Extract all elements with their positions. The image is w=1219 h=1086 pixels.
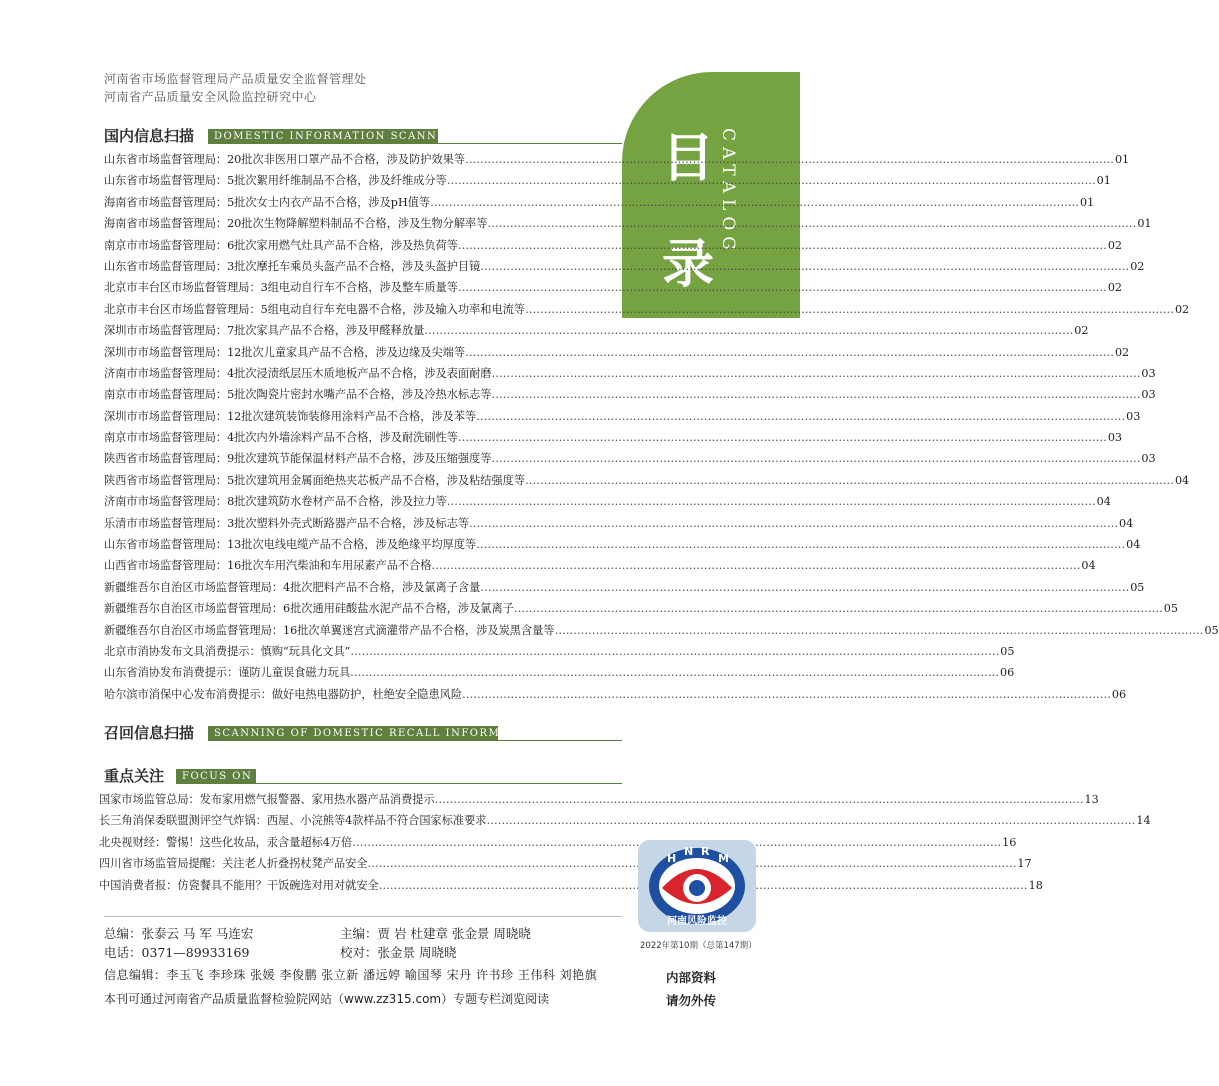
section-header-recall [104,723,622,743]
section-subtitle-domestic: DOMESTIC INFORMATION SCANNING [208,129,438,144]
badge-letter-h: H [667,852,677,865]
toc-leader-dots [555,620,1204,641]
toc-entry[interactable] [104,384,1156,405]
toc-entry-page: 01 [1137,217,1152,231]
section-title-domestic: 国内信息扫描 [104,127,195,145]
toc-entry-page: 03 [1126,409,1141,423]
toc-entry-page: 05 [1204,623,1219,637]
toc-entry-page: 06 [1000,666,1015,680]
internal-notice: 内部资料 [666,970,717,985]
toc-leader-dots [492,448,1141,469]
catalog-title-char-2: 录 [661,235,714,295]
toc-entry[interactable] [104,491,1111,512]
toc-entry-title: 新疆维吾尔自治区市场监督管理局：16批次单翼迷宫式滴灌带产品不合格，涉及炭黑含量等 [104,623,555,637]
toc-entry-title: 新疆维吾尔自治区市场监督管理局：6批次通用硅酸盐水泥产品不合格，涉及氯离子 [104,602,514,616]
toc-entry-page: 02 [1107,238,1123,252]
organization-line-2: 河南省产品质量安全风险监控研究中心 [104,90,317,104]
toc-leader-dots [492,363,1141,384]
catalog-title-char-1: 目 [661,129,714,189]
toc-entry[interactable] [104,555,1096,576]
toc-entry-page: 02 [1114,345,1130,359]
chief-editor: 总编：张泰云 马 军 马连宏 [104,926,254,941]
toc-entry-page: 03 [1107,431,1123,445]
toc-entry-title: 济南市市场监督管理局：4批次浸渍纸层压木质地板产品不合格，涉及表面耐磨 [104,366,492,380]
toc-entry[interactable] [99,875,1043,896]
toc-entry-page: 14 [1136,814,1151,828]
toc-entry[interactable] [104,577,1145,598]
toc-entry-page: 03 [1141,388,1156,402]
toc-entry[interactable] [99,853,1032,874]
toc-entry-page: 04 [1126,538,1141,552]
toc-entry-title: 南京市市场监督管理局：4批次内外墙涂料产品不合格，涉及耐洗刷性等 [104,431,458,445]
toc-entry-title: 山东省市场监督管理局：13批次电线电缆产品不合格，涉及绝缘平均厚度等 [104,538,477,552]
toc-leader-dots [350,662,999,683]
toc-entry-title: 海南省市场监督管理局：5批次女士内衣产品不合格，涉及pH值等 [104,195,431,209]
toc-leader-dots [447,170,1096,191]
toc-entry-title: 山东省消协发布消费提示：谨防儿童误食磁力玩具 [104,666,351,680]
section-divider [498,740,622,741]
toc-leader-dots [458,277,1107,298]
badge-caption: 河南风险监控 [667,916,727,927]
toc-entry-page: 01 [1096,174,1111,188]
toc-entry[interactable] [104,448,1156,469]
badge-letter-n: N [684,845,694,858]
section-divider [438,143,622,144]
toc-entry-title: 北京市消协发布文具消费提示：慎购“玩具化文具” [104,644,351,658]
toc-entry-title: 哈尔滨市消保中心发布消费提示：做好电热电器防护，杜绝安全隐患风险 [104,687,463,701]
toc-leader-dots [487,213,1136,234]
toc-entry-title: 乐清市市场监督管理局：3批次塑料外壳式断路器产品不合格，涉及标志等 [104,516,470,530]
toc-entry[interactable] [104,299,1190,320]
toc-entry-title: 中国消费者报：仿瓷餐具不能用？干饭碗选对用对就安全 [99,878,379,892]
badge-letter-m: M [718,852,729,865]
section-subtitle-focus: FOCUS ON [176,769,256,784]
toc-entry-title: 国家市场监管总局：发布家用燃气报警器、家用热水器产品消费提示 [99,793,435,806]
toc-entry-title: 新疆维吾尔自治区市场监督管理局：4批次肥料产品不合格，涉及氯离子含量 [104,580,481,594]
toc-entry-title: 山西省市场监督管理局：16批次车用汽柴油和车用尿素产品不合格 [104,559,432,573]
toc-entry[interactable] [104,406,1141,427]
toc-entry-page: 02 [1074,324,1089,338]
no-distribution-notice: 请勿外传 [666,993,717,1008]
toc-entry-title: 北京市丰台区市场监督管理局：5组电动自行车充电器不合格，涉及输入功率和电流等 [104,302,526,316]
toc-leader-dots [447,491,1096,512]
toc-entry[interactable] [104,363,1156,384]
toc-leader-dots [458,427,1107,448]
editor-in-charge: 主编：贾 岩 杜建章 张金景 周晓晓 [340,926,531,941]
toc-entry[interactable] [104,256,1145,277]
toc-entry[interactable] [104,149,1130,170]
toc-entry[interactable] [104,641,1015,662]
toc-entry-title: 深圳市市场监督管理局：12批次儿童家具产品不合格，涉及边缘及尖端等 [104,345,466,359]
toc-entry-page: 02 [1130,259,1145,273]
toc-leader-dots [469,513,1118,534]
toc-leader-dots [492,384,1141,405]
toc-entry-title: 北京市丰台区市场监督管理局：3组电动自行车不合格，涉及整车质量等 [104,281,458,295]
toc-entry-page: 04 [1096,495,1111,509]
toc-entry-page: 04 [1119,516,1134,530]
focus-toc-list [99,789,1151,896]
toc-leader-dots [465,342,1114,363]
toc-entry[interactable] [104,470,1190,491]
toc-entry-page: 03 [1141,452,1156,466]
toc-entry-page: 13 [1084,793,1099,806]
toc-entry-page: 06 [1111,687,1127,701]
toc-entry-title: 陕西省市场监督管理局：5批次建筑用金属面绝热夹芯板产品不合格，涉及粘结强度等 [104,473,526,487]
toc-entry[interactable] [104,277,1123,298]
toc-entry[interactable] [104,342,1130,363]
toc-entry-title: 山东省市场监督管理局：20批次非医用口罩产品不合格，涉及防护效果等 [104,153,466,166]
toc-entry-title: 陕西省市场监督管理局：9批次建筑节能保温材料产品不合格，涉及压缩强度等 [104,452,492,466]
toc-entry[interactable] [99,810,1151,831]
hnrm-logo [638,840,756,932]
toc-entry-title: 南京市市场监督管理局：6批次家用燃气灶具产品不合格，涉及热负荷等 [104,238,458,252]
toc-entry-title: 北央视财经：警惕！这些化妆品，汞含量超标4万倍 [99,835,353,849]
toc-entry[interactable] [104,235,1123,256]
toc-leader-dots [487,810,1136,831]
section-header-focus [104,766,622,786]
toc-leader-dots [350,641,999,662]
section-header-domestic [104,126,622,146]
toc-entry[interactable] [104,534,1141,555]
toc-entry-page: 16 [1002,835,1017,849]
toc-entry-title: 山东省市场监督管理局：3批次摩托车乘员头盔产品不合格，涉及头盔护目镜 [104,259,481,273]
toc-entry-title: 南京市市场监督管理局：5批次陶瓷片密封水嘴产品不合格，涉及冷热水标志等 [104,388,492,402]
toc-leader-dots [458,235,1107,256]
toc-leader-dots [435,789,1084,810]
toc-leader-dots [480,577,1129,598]
toc-entry[interactable] [99,789,1099,810]
toc-entry[interactable] [104,170,1111,191]
toc-leader-dots [424,320,1073,341]
toc-leader-dots [462,684,1111,705]
toc-entry-page: 04 [1081,559,1096,573]
section-title-recall: 召回信息扫描 [104,724,195,742]
info-editors: 信息编辑：李玉飞 李珍珠 张媛 李俊鹏 张立新 潘远婷 喻国琴 宋丹 许书珍 王伟科 刘艳旗 [104,968,598,982]
issue-number: 2022年第10期（总第147期） [640,941,757,951]
toc-leader-dots [525,299,1174,320]
toc-leader-dots [514,598,1163,619]
toc-leader-dots [465,149,1114,170]
toc-entry-title: 四川省市场监管局提醒：关注老人折叠拐杖凳产品安全 [99,857,368,871]
toc-leader-dots [525,470,1174,491]
badge-letter-r: R [701,845,710,858]
toc-entry-page: 05 [1130,580,1145,594]
website-note: 本刊可通过河南省产品质量监督检验院网站（www.zz315.com）专题专栏浏览阅读 [104,992,550,1006]
toc-leader-dots [432,555,1081,576]
toc-entry[interactable] [104,684,1127,705]
toc-entry-title: 济南市市场监督管理局：8批次建筑防水卷材产品不合格，涉及拉力等 [104,495,447,509]
section-divider [256,783,622,784]
toc-leader-dots [476,406,1125,427]
toc-entry[interactable] [104,192,1095,213]
toc-entry-page: 17 [1017,857,1032,871]
catalog-english-label: CATALOG [718,128,738,256]
phone: 电话：0371—89933169 [104,945,250,960]
toc-entry-page: 02 [1107,281,1123,295]
organization-line-1: 河南省市场监督管理局产品质量安全监督管理处 [104,72,367,86]
toc-entry[interactable] [99,832,1017,853]
toc-entry-page: 03 [1141,366,1156,380]
toc-entry-page: 01 [1079,195,1095,209]
toc-leader-dots [476,534,1125,555]
toc-entry[interactable] [104,620,1219,641]
section-title-focus: 重点关注 [104,767,165,785]
toc-entry[interactable] [104,320,1089,341]
footer-divider [104,916,622,917]
toc-entry-page: 18 [1028,878,1043,892]
toc-entry-page: 02 [1174,302,1190,316]
toc-leader-dots [430,192,1079,213]
toc-entry[interactable] [104,598,1178,619]
toc-entry[interactable] [104,427,1123,448]
section-subtitle-recall: SCANNING OF DOMESTIC RECALL INFORMATION [208,726,498,741]
toc-entry-title: 长三角消保委联盟测评空气炸锅：西屋、小浣熊等4款样品不符合国家标准要求 [99,814,487,828]
toc-entry-title: 海南省市场监督管理局：20批次生物降解塑料制品不合格，涉及生物分解率等 [104,217,488,231]
toc-entry[interactable] [104,662,1015,683]
toc-entry-title: 深圳市市场监督管理局：12批次建筑装饰装修用涂料产品不合格，涉及苯等 [104,409,477,423]
toc-entry-title: 深圳市市场监督管理局：7批次家具产品不合格，涉及甲醛释放量 [104,324,425,338]
toc-entry[interactable] [104,213,1152,234]
toc-entry-page: 04 [1174,473,1190,487]
toc-entry-title: 山东省市场监督管理局：5批次絮用纤维制品不合格，涉及纤维成分等 [104,174,447,188]
toc-entry-page: 05 [1163,602,1178,616]
toc-leader-dots [480,256,1129,277]
proofreader: 校对：张金景 周晓晓 [340,945,457,960]
toc-entry-page: 05 [1000,644,1015,658]
toc-entry-page: 01 [1114,153,1130,166]
toc-entry[interactable] [104,513,1134,534]
